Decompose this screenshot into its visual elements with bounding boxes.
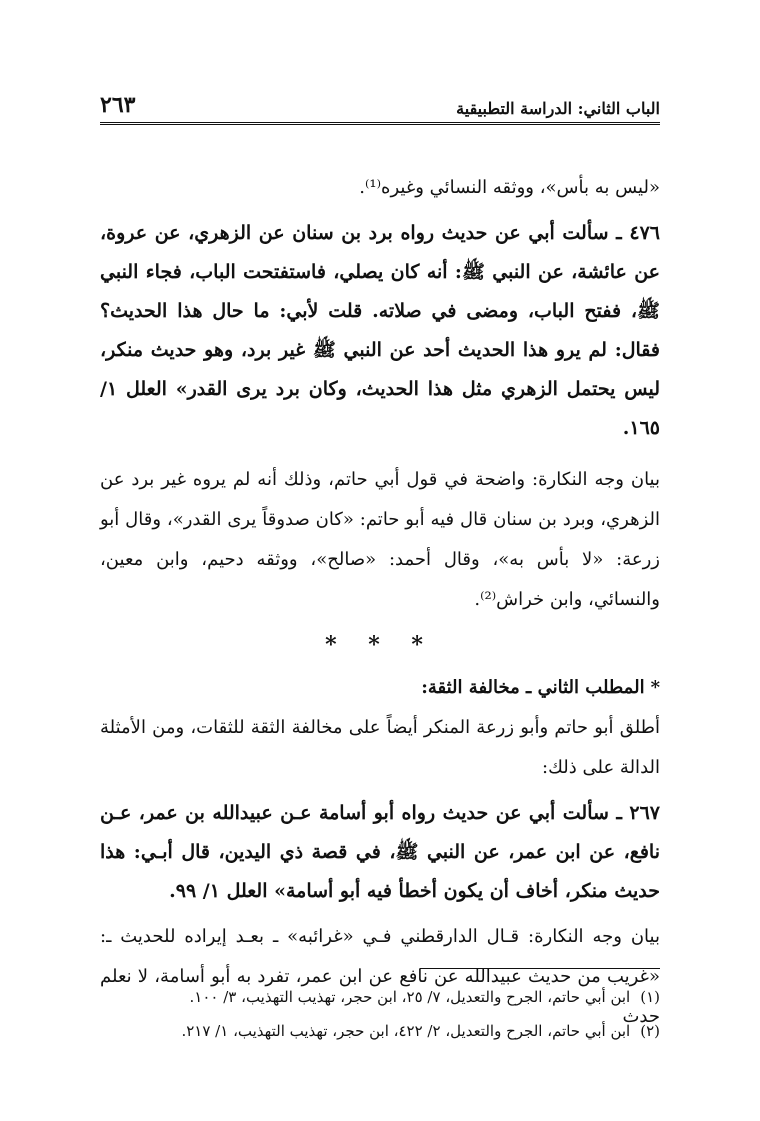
paragraph-continuation: «ليس به بأس»، ووثقه النسائي وغيره⁽¹⁾. <box>359 177 660 198</box>
footnote-text: ابن أبي حاتم، الجرح والتعديل، ٢/ ٤٢٢، ابن حجر، تهذيب التهذيب، ١/ ٢١٧. <box>181 1022 631 1040</box>
intro-paragraph: أطلق أبو حاتم وأبو زرعة المنكر أيضاً على مخالفة الثقة للثقات، ومن الأمثلة الدالة على ذلك: <box>100 717 660 778</box>
footnote-text: ابن أبي حاتم، الجرح والتعديل، ٧/ ٢٥، ابن حجر، تهذيب التهذيب، ٣/ ١٠٠. <box>189 988 631 1006</box>
page-number: ٢٦٣ <box>100 92 136 118</box>
main-text <box>100 168 660 1037</box>
heading-bullet: * <box>650 677 660 698</box>
footnote-number: (٢) <box>640 1022 660 1040</box>
hadith-267: ٢٦٧ ـ سألت أبي عن حديث رواه أبو أسامة عـن عبيدالله بن عمر، عـن نافع، عن ابن عمر، عن النبي ﷺ، في قصة ذي اليدين، قال أبـي: هذا حديث منكر، أخاف أن يكون أخطأ فيه أبو أسامة» العلل ١/ ٩٩. <box>100 802 660 902</box>
footnotes <box>100 980 660 1048</box>
hadith-476: ٤٧٦ ـ سألت أبي عن حديث رواه برد بن سنان عن الزهري، عن عروة، عن عائشة، عن النبي ﷺ: أنه كان يصلي، فاستفتحت الباب، فجاء النبي ﷺ، ففتح الباب، ومضى في صلاته. قلت لأبي: ما حال هذا الحديث؟ فقال: لم يرو هذا الحديث أحد عن النبي ﷺ غير برد، وهو حديث منكر، ليس يحتمل الزهري مثل هذا الحديث، وكان برد يرى القدر» العلل ١/ ١٦٥. <box>100 222 660 439</box>
section-separator: * * * <box>325 632 435 658</box>
running-title: الباب الثاني: الدراسة التطبيقية <box>456 99 660 118</box>
page-header <box>100 88 660 125</box>
footnote <box>100 980 660 1014</box>
footnote <box>100 1014 660 1048</box>
section-heading <box>100 668 660 708</box>
heading-text: المطلب الثاني ـ مخالفة الثقة: <box>421 677 645 698</box>
footnote-rule <box>420 968 660 969</box>
explanation-267: بيان وجه النكارة: قـال الدارقطني فـي «غرائبه» ـ بعـد إيراده للحديث ـ: «غريب من حديث عبيدالله عن نافع عن ابن عمر، تفرد به أبو أسامة، لا نعلم حدث <box>100 926 660 1027</box>
footnote-number: (١) <box>640 988 660 1006</box>
explanation-476: بيان وجه النكارة: واضحة في قول أبي حاتم، وذلك أنه لم يروه غير برد عن الزهري، وبرد بن سنان قال فيه أبو حاتم: «كان صدوقاً يرى القدر»، وقال أبو زرعة: «لا بأس به»، وقال أحمد: «صالح»، ووثقه دحيم، وابن معين، والنسائي، وابن خراش⁽²⁾. <box>100 469 660 610</box>
